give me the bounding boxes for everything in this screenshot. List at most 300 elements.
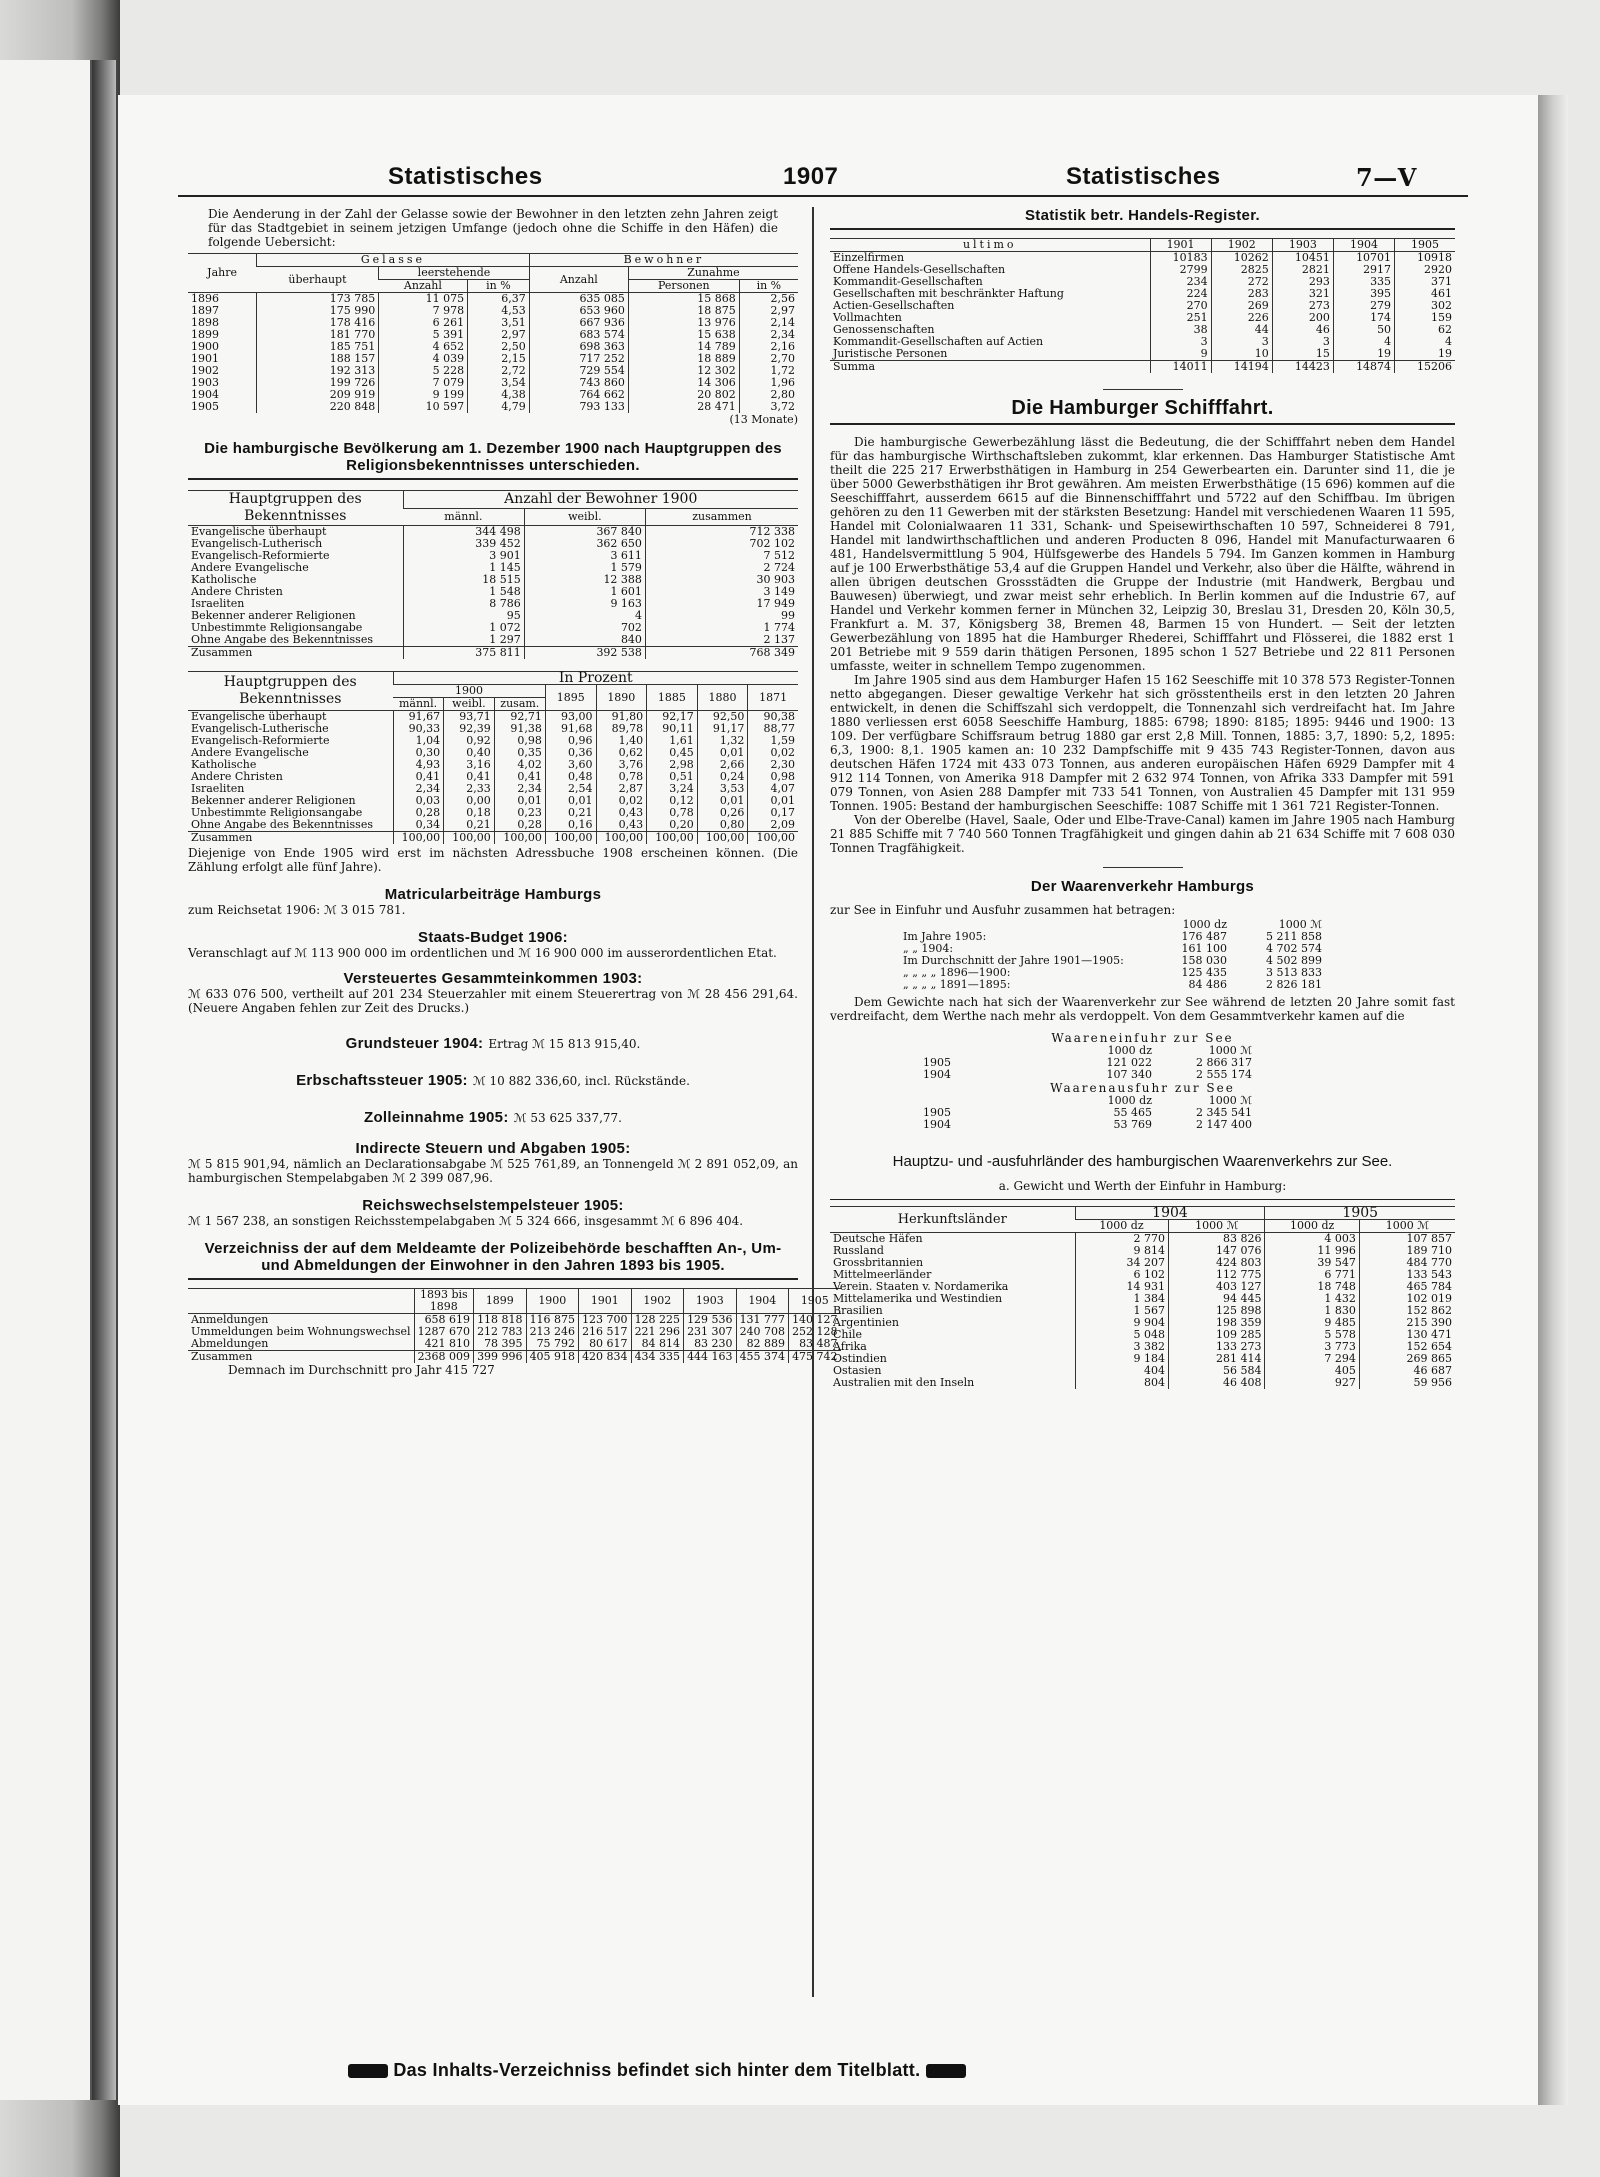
cell-value: 9 814 bbox=[1075, 1245, 1168, 1257]
row-label: Evangelische überhaupt bbox=[191, 710, 327, 723]
verz-col: 1901 bbox=[579, 1289, 632, 1314]
cell-value: 100,00 bbox=[444, 832, 495, 845]
cell-value: 1 567 bbox=[1075, 1305, 1168, 1317]
row-label: 1897 bbox=[191, 304, 219, 317]
cell-value: 161 100 bbox=[1181, 942, 1227, 955]
cell-value: 15 638 bbox=[628, 329, 739, 341]
cell-value: 0,62 bbox=[596, 747, 647, 759]
cell-value: 2 345 541 bbox=[1196, 1106, 1252, 1119]
cell-value: 175 990 bbox=[257, 305, 379, 317]
cell-value: 4 652 bbox=[379, 341, 468, 353]
cell-value: 8 786 bbox=[403, 598, 524, 610]
table-row bbox=[188, 1338, 841, 1351]
bev-col-m: männl. bbox=[403, 508, 524, 526]
cell-value: 392 538 bbox=[524, 647, 645, 660]
cell-value: 252 128 bbox=[789, 1326, 841, 1338]
cell-value: 2,70 bbox=[739, 353, 798, 365]
cell-value: 189 710 bbox=[1359, 1245, 1455, 1257]
cell-value: 10451 bbox=[1272, 252, 1333, 265]
sum-row bbox=[188, 832, 798, 845]
row-label: Verein. Staaten v. Nordamerika bbox=[833, 1280, 1009, 1293]
cell-value: 461 bbox=[1395, 288, 1455, 300]
row-label: Zusammen bbox=[188, 832, 393, 845]
cell-value: 95 bbox=[403, 610, 524, 622]
cell-value: 224 bbox=[1150, 288, 1211, 300]
cell-value: 840 bbox=[524, 634, 645, 647]
waren-title: Der Waarenverkehr Hamburgs bbox=[1030, 878, 1255, 895]
cell-value: 2917 bbox=[1333, 264, 1394, 276]
cell-value: 6 261 bbox=[379, 317, 468, 329]
herkunft-sub: a. Gewicht und Werth der Einfuhr in Hamburg: bbox=[998, 1179, 1287, 1193]
cell-value: 0,01 bbox=[697, 795, 748, 807]
col-jahre: Jahre bbox=[188, 254, 257, 293]
row-label: Ohne Angabe des Bekenntnisses bbox=[191, 818, 373, 831]
cell-value: 4 003 bbox=[1265, 1233, 1359, 1246]
cell-value: 215 390 bbox=[1359, 1317, 1455, 1329]
cell-value: 455 374 bbox=[736, 1351, 789, 1364]
cell-value: 475 742 bbox=[789, 1351, 841, 1364]
cell-value: 2 137 bbox=[645, 634, 798, 647]
row-label: Mittelmeerländer bbox=[833, 1268, 932, 1281]
cell-value: 0,12 bbox=[647, 795, 698, 807]
waren-table bbox=[900, 919, 1325, 991]
cell-value: 181 770 bbox=[257, 329, 379, 341]
cell-value: 14423 bbox=[1272, 361, 1333, 374]
cell-value: 0,20 bbox=[647, 819, 698, 832]
cell-value: 2,34 bbox=[494, 783, 545, 795]
cell-value: 15 868 bbox=[628, 293, 739, 306]
pz-col-1871: 1871 bbox=[748, 685, 798, 711]
col-pct: in % bbox=[468, 280, 530, 293]
cell-value: 1,04 bbox=[393, 735, 444, 747]
cell-value: 0,30 bbox=[393, 747, 444, 759]
cell-value: 3 bbox=[1211, 336, 1272, 348]
verz-col: 1900 bbox=[526, 1289, 579, 1314]
cell-value: 116 875 bbox=[526, 1314, 579, 1327]
cell-value: 92,39 bbox=[444, 723, 495, 735]
cell-value: 14 931 bbox=[1075, 1281, 1168, 1293]
cell-value: 10918 bbox=[1395, 252, 1455, 265]
bev-col-group: Hauptgruppen des Bekenntnisses bbox=[188, 491, 403, 526]
cell-value: 362 650 bbox=[524, 538, 645, 550]
row-label: Juristische Personen bbox=[833, 347, 948, 360]
cell-value: 220 848 bbox=[257, 401, 379, 413]
row-label: Ostasien bbox=[833, 1364, 882, 1377]
cell-value: 118 818 bbox=[474, 1314, 527, 1327]
cell-value: 0,43 bbox=[596, 819, 647, 832]
cell-value: 231 307 bbox=[684, 1326, 737, 1338]
cell-value: 140 127 bbox=[789, 1314, 841, 1327]
cell-value: 2825 bbox=[1211, 264, 1272, 276]
cell-value: 0,01 bbox=[697, 747, 748, 759]
cell-value: 173 785 bbox=[257, 293, 379, 306]
table-row bbox=[900, 979, 1325, 991]
header-left: Statistisches bbox=[388, 163, 543, 190]
previous-page-edge bbox=[0, 60, 92, 2100]
cell-value: 83 487 bbox=[789, 1338, 841, 1351]
cell-value: 293 bbox=[1272, 276, 1333, 288]
pz-col-m: männl. bbox=[393, 698, 444, 711]
pz-col-1900: 1900 bbox=[393, 685, 545, 698]
cell-value: 1,40 bbox=[596, 735, 647, 747]
table-row bbox=[188, 634, 798, 647]
cell-value: 91,80 bbox=[596, 711, 647, 724]
cell-value: 93,71 bbox=[444, 711, 495, 724]
cell-value: 100,00 bbox=[748, 832, 798, 845]
cell-value: 272 bbox=[1211, 276, 1272, 288]
cell-value: 6 102 bbox=[1075, 1269, 1168, 1281]
cell-value: 2,87 bbox=[596, 783, 647, 795]
cell-value: 420 834 bbox=[579, 1351, 632, 1364]
cell-value: 465 784 bbox=[1359, 1281, 1455, 1293]
col-zunahme: Zunahme bbox=[628, 267, 798, 280]
cell-value: 102 019 bbox=[1359, 1293, 1455, 1305]
cell-value: 46 687 bbox=[1359, 1365, 1455, 1377]
cell-value: 91,38 bbox=[494, 723, 545, 735]
cell-value: 702 102 bbox=[645, 538, 798, 550]
cell-value: 92,17 bbox=[647, 711, 698, 724]
handel-title: Statistik betr. Handels-Register. bbox=[1025, 207, 1260, 224]
row-label: Kommandit-Gesellschaften auf Actien bbox=[833, 335, 1044, 348]
verz-col-blank bbox=[188, 1289, 414, 1314]
schiff-title: Die Hamburger Schifffahrt. bbox=[1011, 397, 1274, 419]
cell-value: 152 862 bbox=[1359, 1305, 1455, 1317]
cell-value: 80 617 bbox=[579, 1338, 632, 1351]
aus-col-dz: 1000 dz bbox=[1107, 1094, 1152, 1107]
cell-value: 178 416 bbox=[257, 317, 379, 329]
cell-value: 0,98 bbox=[748, 771, 798, 783]
cell-value: 1,61 bbox=[647, 735, 698, 747]
cell-value: 83 230 bbox=[684, 1338, 737, 1351]
cell-value: 19 bbox=[1395, 348, 1455, 361]
cell-value: 712 338 bbox=[645, 526, 798, 539]
left-column bbox=[188, 207, 838, 1377]
cell-value: 9 184 bbox=[1075, 1353, 1168, 1365]
cell-value: 0,01 bbox=[545, 795, 596, 807]
grund-title: Grundsteuer 1904: bbox=[345, 1035, 484, 1052]
cell-value: 46 bbox=[1272, 324, 1333, 336]
cell-value: 3 513 833 bbox=[1266, 966, 1322, 979]
reich-text: ℳ 1 567 238, an sonstigen Reichsstempelabgaben ℳ 5 324 666, insgesammt ℳ 6 896 404. bbox=[188, 1214, 744, 1228]
schiff-p3: Von der Oberelbe (Havel, Saale, Oder und Elbe-Trave-Canal) kamen im Jahre 1905 nach Hamburg 21 885 Schiffe mit 7 740 560 Tonnen Tragfähigkeit und gingen dahin ab 21 634 Schiffe mit 7 608 030 Tonnen Tragfähigkeit. bbox=[830, 813, 1455, 855]
cell-value: 1 774 bbox=[645, 622, 798, 634]
staats-text: Veranschlagt auf ℳ 113 900 000 im ordentlichen und ℳ 16 900 000 im ausserordentlichen Etat. bbox=[188, 946, 777, 960]
cell-value: 405 918 bbox=[526, 1351, 579, 1364]
cell-value: 13 976 bbox=[628, 317, 739, 329]
cell-value: 19 bbox=[1333, 348, 1394, 361]
row-label: Ostindien bbox=[833, 1352, 887, 1365]
pz-col-group: Hauptgruppen des Bekenntnisses bbox=[188, 672, 393, 711]
cell-value: 658 619 bbox=[414, 1314, 474, 1327]
cell-value: 793 133 bbox=[529, 401, 628, 413]
cell-value: 269 865 bbox=[1359, 1353, 1455, 1365]
cell-value: 7 978 bbox=[379, 305, 468, 317]
eink-text: ℳ 633 076 500, vertheilt auf 201 234 Steuerzahler mit einem Steuerertrag von ℳ 28 456 291,64. (Neuere Angaben fehlen zur Zeit des Drucks.) bbox=[188, 987, 798, 1015]
cell-value: 0,92 bbox=[444, 735, 495, 747]
sum-row bbox=[830, 361, 1455, 374]
row-label: 1901 bbox=[191, 352, 219, 365]
erb-title: Erbschaftssteuer 1905: bbox=[296, 1072, 468, 1089]
matr-text: zum Reichsetat 1906: ℳ 3 015 781. bbox=[188, 903, 406, 917]
cell-value: 56 584 bbox=[1168, 1365, 1265, 1377]
cell-value: 270 bbox=[1150, 300, 1211, 312]
cell-value: 321 bbox=[1272, 288, 1333, 300]
cell-value: 3,54 bbox=[468, 377, 530, 389]
cell-value: 176 487 bbox=[1181, 930, 1227, 943]
cell-value: 2920 bbox=[1395, 264, 1455, 276]
cell-value: 121 022 bbox=[1106, 1056, 1152, 1069]
cell-value: 2,34 bbox=[739, 329, 798, 341]
cell-value: 9 904 bbox=[1075, 1317, 1168, 1329]
cell-value: 3,60 bbox=[545, 759, 596, 771]
cell-value: 174 bbox=[1333, 312, 1394, 324]
row-label: Ummeldungen beim Wohnungswechsel bbox=[191, 1325, 411, 1338]
cell-value: 4,53 bbox=[468, 305, 530, 317]
erb-text: ℳ 10 882 336,60, incl. Rückstände. bbox=[472, 1074, 690, 1088]
handel-col-year: 1905 bbox=[1395, 239, 1455, 252]
cell-value: 2,34 bbox=[393, 783, 444, 795]
cell-value: 14 789 bbox=[628, 341, 739, 353]
cell-value: 273 bbox=[1272, 300, 1333, 312]
cell-value: 10262 bbox=[1211, 252, 1272, 265]
cell-value: 83 826 bbox=[1168, 1233, 1265, 1246]
row-label: Bekenner anderer Religionen bbox=[191, 609, 356, 622]
cell-value: 2,54 bbox=[545, 783, 596, 795]
cell-value: 147 076 bbox=[1168, 1245, 1265, 1257]
cell-value: 2 555 174 bbox=[1196, 1068, 1252, 1081]
cell-value: 1 297 bbox=[403, 634, 524, 647]
cell-value: 5 211 858 bbox=[1266, 930, 1322, 943]
table-row bbox=[188, 401, 798, 413]
cell-value: 11 996 bbox=[1265, 1245, 1359, 1257]
cell-value: 82 889 bbox=[736, 1338, 789, 1351]
handel-col-ultimo: ultimo bbox=[830, 239, 1150, 252]
cell-value: 131 777 bbox=[736, 1314, 789, 1327]
cell-value: 4,79 bbox=[468, 401, 530, 413]
cell-value: 192 313 bbox=[257, 365, 379, 377]
cell-value: 0,24 bbox=[697, 771, 748, 783]
cell-value: 90,33 bbox=[393, 723, 444, 735]
cell-value: 91,68 bbox=[545, 723, 596, 735]
cell-value: 100,00 bbox=[697, 832, 748, 845]
cell-value: 0,34 bbox=[393, 819, 444, 832]
cell-value: 1,96 bbox=[739, 377, 798, 389]
cell-value: 30 903 bbox=[645, 574, 798, 586]
row-label: „ „ „ „ 1891—1895: bbox=[903, 978, 1011, 991]
cell-value: 3,72 bbox=[739, 401, 798, 413]
cell-value: 0,21 bbox=[444, 819, 495, 832]
cell-value: 2,14 bbox=[739, 317, 798, 329]
document-page bbox=[118, 95, 1538, 2105]
cell-value: 152 654 bbox=[1359, 1341, 1455, 1353]
cell-value: 0,41 bbox=[494, 771, 545, 783]
cell-value: 0,03 bbox=[393, 795, 444, 807]
cell-value: 209 919 bbox=[257, 389, 379, 401]
row-label: Summa bbox=[830, 361, 1150, 374]
cell-value: 107 857 bbox=[1359, 1233, 1455, 1246]
col-pct2: in % bbox=[739, 280, 798, 293]
cell-value: 4,93 bbox=[393, 759, 444, 771]
cell-value: 75 792 bbox=[526, 1338, 579, 1351]
row-label: Genossenschaften bbox=[833, 323, 935, 336]
cell-value: 88,77 bbox=[748, 723, 798, 735]
cell-value: 10 597 bbox=[379, 401, 468, 413]
cell-value: 403 127 bbox=[1168, 1281, 1265, 1293]
row-label: Anmeldungen bbox=[191, 1313, 269, 1326]
cell-value: 371 bbox=[1395, 276, 1455, 288]
cell-value: 129 536 bbox=[684, 1314, 737, 1327]
cell-value: 4 bbox=[1333, 336, 1394, 348]
cell-value: 9 163 bbox=[524, 598, 645, 610]
column-divider bbox=[812, 207, 814, 1997]
cell-value: 20 802 bbox=[628, 389, 739, 401]
cell-value: 3,53 bbox=[697, 783, 748, 795]
row-label: Australien mit den Inseln bbox=[833, 1376, 975, 1389]
cell-value: 1 384 bbox=[1075, 1293, 1168, 1305]
cell-value: 1 579 bbox=[524, 562, 645, 574]
col-gelasse: Gelasse bbox=[257, 254, 530, 267]
cell-value: 2821 bbox=[1272, 264, 1333, 276]
cell-value: 375 811 bbox=[403, 647, 524, 660]
cell-value: 158 030 bbox=[1181, 954, 1227, 967]
col-leer: leerstehende bbox=[379, 267, 529, 280]
cell-value: 89,78 bbox=[596, 723, 647, 735]
table-row bbox=[920, 1119, 1255, 1131]
cell-value: 3,51 bbox=[468, 317, 530, 329]
row-label: 1902 bbox=[191, 364, 219, 377]
cell-value: 444 163 bbox=[684, 1351, 737, 1364]
cell-value: 0,28 bbox=[393, 807, 444, 819]
cell-value: 34 207 bbox=[1075, 1257, 1168, 1269]
row-label: 1905 bbox=[923, 1106, 951, 1119]
row-label: Mittelamerika und Westindien bbox=[833, 1292, 1003, 1305]
cell-value: 0,02 bbox=[596, 795, 647, 807]
cell-value: 279 bbox=[1333, 300, 1394, 312]
cell-value: 59 956 bbox=[1359, 1377, 1455, 1389]
cell-value: 0,01 bbox=[494, 795, 545, 807]
cell-value: 50 bbox=[1333, 324, 1394, 336]
cell-value: 2368 009 bbox=[414, 1351, 474, 1364]
row-label: Katholische bbox=[191, 758, 257, 771]
verz-col: 1903 bbox=[684, 1289, 737, 1314]
cell-value: 0,48 bbox=[545, 771, 596, 783]
cell-value: 1 601 bbox=[524, 586, 645, 598]
cell-value: 107 340 bbox=[1106, 1068, 1152, 1081]
zoll-text: ℳ 53 625 337,77. bbox=[513, 1111, 622, 1125]
row-label: Afrika bbox=[833, 1340, 867, 1353]
cell-value: 53 769 bbox=[1113, 1118, 1152, 1131]
pz-col-w: weibl. bbox=[444, 698, 495, 711]
cell-value: 2,33 bbox=[444, 783, 495, 795]
reich-title: Reichswechselstempelsteuer 1905: bbox=[362, 1197, 624, 1214]
pointing-hand-icon bbox=[926, 2064, 966, 2078]
row-label: Russland bbox=[833, 1244, 884, 1257]
cell-value: 100,00 bbox=[393, 832, 444, 845]
row-label: Evangelische überhaupt bbox=[191, 525, 327, 538]
cell-value: 18 875 bbox=[628, 305, 739, 317]
cell-value: 91,17 bbox=[697, 723, 748, 735]
cell-value: 84 486 bbox=[1188, 978, 1227, 991]
bev-title: Die hamburgische Bevölkerung am 1. Dezember 1900 nach Hauptgruppen des Religionsbekenntnisses unterschieden. bbox=[204, 440, 782, 474]
cell-value: 1287 670 bbox=[414, 1326, 474, 1338]
cell-value: 1 830 bbox=[1265, 1305, 1359, 1317]
cell-value: 281 414 bbox=[1168, 1353, 1265, 1365]
pz-col-1880: 1880 bbox=[697, 685, 748, 711]
herkunft-table bbox=[830, 1206, 1455, 1389]
cell-value: 212 783 bbox=[474, 1326, 527, 1338]
grund-text: Ertrag ℳ 15 813 915,40. bbox=[488, 1037, 641, 1051]
cell-value: 2,80 bbox=[739, 389, 798, 401]
cell-value: 2,16 bbox=[739, 341, 798, 353]
cell-value: 4 bbox=[1395, 336, 1455, 348]
verz-table bbox=[188, 1288, 841, 1363]
cell-value: 1 072 bbox=[403, 622, 524, 634]
hk-col-dz1: 1000 dz bbox=[1075, 1220, 1168, 1233]
ein-col-m: 1000 ℳ bbox=[1208, 1044, 1252, 1057]
cell-value: 9 199 bbox=[379, 389, 468, 401]
cell-value: 2 770 bbox=[1075, 1233, 1168, 1246]
row-label: Unbestimmte Religionsangabe bbox=[191, 806, 363, 819]
cell-value: 3 901 bbox=[403, 550, 524, 562]
aus-col-m: 1000 ℳ bbox=[1208, 1094, 1252, 1107]
cell-value: 213 246 bbox=[526, 1326, 579, 1338]
cell-value: 421 810 bbox=[414, 1338, 474, 1351]
cell-value: 100,00 bbox=[494, 832, 545, 845]
cell-value: 4 702 574 bbox=[1266, 942, 1322, 955]
handel-col-year: 1901 bbox=[1150, 239, 1211, 252]
col-anzahl-bew: Anzahl bbox=[529, 267, 628, 293]
waren-intro: zur See in Einfuhr und Ausfuhr zusammen hat betragen: bbox=[830, 903, 1176, 917]
row-label: Einzelfirmen bbox=[833, 251, 905, 264]
table-row bbox=[830, 1353, 1455, 1365]
cell-value: 93,00 bbox=[545, 711, 596, 724]
pz-col-1890: 1890 bbox=[596, 685, 647, 711]
row-label: 1900 bbox=[191, 340, 219, 353]
cell-value: 9 bbox=[1150, 348, 1211, 361]
cell-value: 3,24 bbox=[647, 783, 698, 795]
col-personen: Personen bbox=[628, 280, 739, 293]
bev-col-w: weibl. bbox=[524, 508, 645, 526]
row-label: 1904 bbox=[191, 388, 219, 401]
cell-value: 1 145 bbox=[403, 562, 524, 574]
cell-value: 927 bbox=[1265, 1377, 1359, 1389]
row-label: Evangelisch-Lutherische bbox=[191, 722, 329, 735]
row-label: 1905 bbox=[923, 1056, 951, 1069]
cell-value: 1,32 bbox=[697, 735, 748, 747]
cell-value: 159 bbox=[1395, 312, 1455, 324]
cell-value: 226 bbox=[1211, 312, 1272, 324]
cell-value: 28 471 bbox=[628, 401, 739, 413]
cell-value: 2 826 181 bbox=[1266, 978, 1322, 991]
table-row bbox=[188, 819, 798, 832]
cell-value: 702 bbox=[524, 622, 645, 634]
header-rule bbox=[178, 195, 1468, 197]
pz-col-1895: 1895 bbox=[545, 685, 596, 711]
verz-col: 1905 bbox=[789, 1289, 841, 1314]
cell-value: 18 515 bbox=[403, 574, 524, 586]
verz-col: 1893 bis 1898 bbox=[414, 1289, 474, 1314]
handel-col-year: 1904 bbox=[1333, 239, 1394, 252]
cell-value: 2,15 bbox=[468, 353, 530, 365]
cell-value: 2799 bbox=[1150, 264, 1211, 276]
ein-title: Waareneinfuhr zur See bbox=[1051, 1031, 1234, 1045]
ein-col-dz: 1000 dz bbox=[1107, 1044, 1152, 1057]
indir-title: Indirecte Steuern und Abgaben 1905: bbox=[355, 1140, 631, 1157]
cell-value: 38 bbox=[1150, 324, 1211, 336]
row-label: 1903 bbox=[191, 376, 219, 389]
cell-value: 198 359 bbox=[1168, 1317, 1265, 1329]
pz-col-in: In Prozent bbox=[393, 672, 798, 685]
